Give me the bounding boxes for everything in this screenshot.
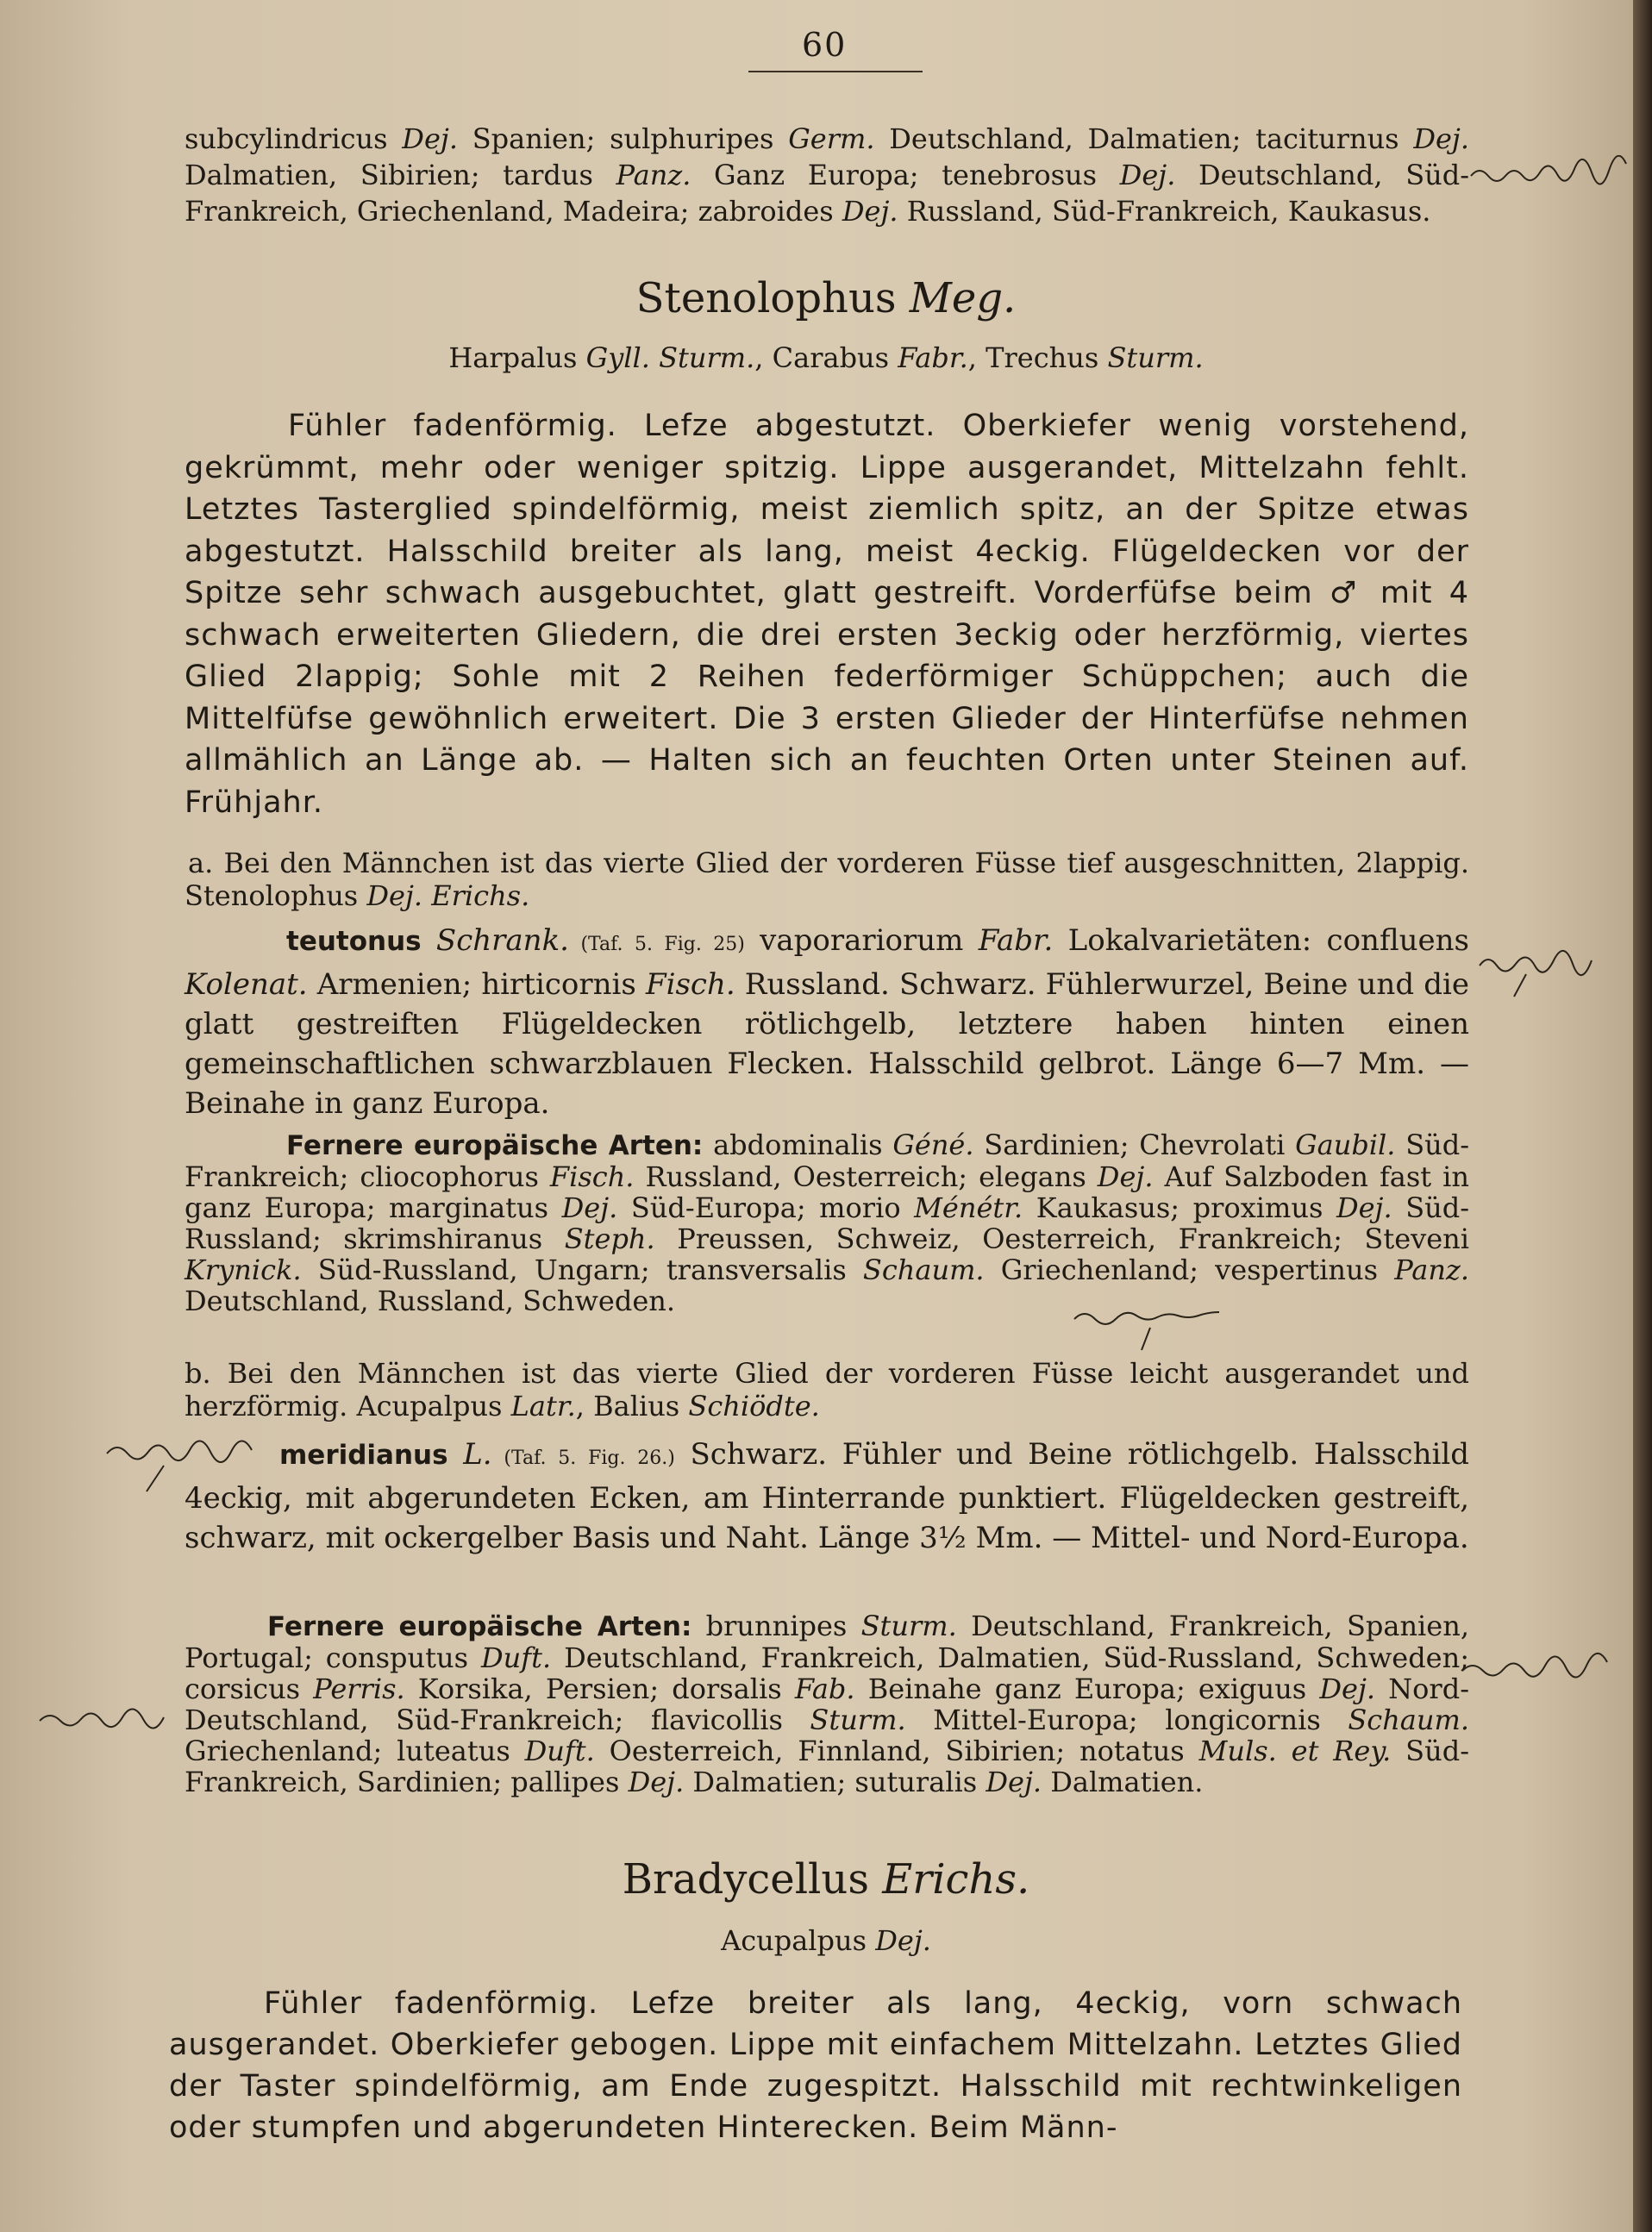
handwritten-annotation xyxy=(103,1431,276,1500)
genus-description-stenolophus: Fühler fadenförmig. Lefze abgestutzt. Oberkiefer wenig vorstehend, gekrümmt, mehr oder weniger spitzig. Lippe ausgerandet, Mittelzahn fehlt. Letztes Tasterglied spindelförmig, meist ziemlich spitz, an der Spitze etwas abgestutzt. Halsschild breiter als lang, meist 4eckig. Flügeldecken vor der Spitze sehr schwach ausgebuchtet, glatt gestreift. Vorderfüfse beim ♂ mit 4 schwach erweiterten Gliedern, die drei ersten 3eckig oder herzförmig, viertes Glied 2lappig; Sohle mit 2 Reihen federförmiger Schüppchen; auch die Mittelfüfse gewöhnlich erweitert. Die 3 ersten Glieder der Hinterfüfse nehmen allmählich an Länge ab. — Halten sich an feuchten Orten unter Steinen auf. Frühjahr. xyxy=(185,409,1469,820)
top-paragraph: subcylindricus Dej. Spanien; sulphuripes Germ. Deutschland, Dalmatien; taciturnus Dej. Dalmatien, Sibirien; tardus Panz. Ganz Europa; tenebrosus Dej. Deutschland, Süd-Frankreich, Griechenland, Madeira; zabroides Dej. Russland, Süd-Frankreich, Kaukasus. xyxy=(185,122,1470,228)
species-name: meridianus xyxy=(279,1440,448,1471)
handwritten-annotation xyxy=(1474,948,1621,1000)
genus-title-bradycellus: Bradycellus Erichs. xyxy=(622,1855,1030,1904)
handwritten-annotation xyxy=(1457,1647,1630,1698)
handwritten-annotation xyxy=(34,1698,190,1741)
section-b: b. Bei den Männchen ist das vierte Glied der vorderen Füsse leicht ausgerandet und herzförmig. Acupalpus Latr., Balius Schiödte. xyxy=(185,1357,1469,1422)
species-teutonus: teutonus Schrank. (Taf. 5. Fig. 25) vaporariorum Fabr. Lokalvarietäten: confluens Kolenat. Armenien; hirticornis Fisch. Russland. Schwarz. Fühlerwurzel, Beine und die glatt gestreiften Flügeldecken rötlichgelb, letztere haben hinten einen gemeinschaftlichen schwarzblauen Flecken. Halsschild gelbrot. Länge 6—7 Mm. — Beinahe in ganz Europa. xyxy=(185,923,1469,1121)
genus-description-bradycellus: Fühler fadenförmig. Lefze breiter als lang, 4eckig, vorn schwach ausgerandet. Oberkiefer gebogen. Lippe mit einfachem Mittelzahn. Letztes Glied der Taster spindelförmig, am Ende zugespitzt. Halsschild mit rechtwinkeligen oder stumpfen und abgerundeten Hinterecken. Beim Männ- xyxy=(169,1986,1462,2145)
handwritten-annotation xyxy=(1069,1302,1285,1354)
genus-synonyms-bradycellus: Acupalpus Dej. xyxy=(721,1924,931,1957)
genus-synonyms-stenolophus: Harpalus Gyll. Sturm., Carabus Fabr., Trechus Sturm. xyxy=(448,341,1204,374)
section-a: a. Bei den Männchen ist das vierte Glied der vorderen Füsse tief ausgeschnitten, 2lappig. Stenolophus Dej. Erichs. xyxy=(185,847,1469,912)
page-number: 60 xyxy=(802,26,848,64)
further-species-1: Fernere europäische Arten: abdominalis Géné. Sardinien; Chevrolati Gaubil. Süd-Frankreich; cliocophorus Fisch. Russland, Oesterreich; elegans Dej. Auf Salzboden fast in ganz Europa; marginatus Dej. Süd-Europa; morio Ménétr. Kaukasus; proximus Dej. Süd-Russland; skrimshiranus Steph. Preussen, Schweiz, Oesterreich, Frankreich; Steveni Krynick. Süd-Russland, Ungarn; transversalis Schaum. Griechenland; vespertinus Panz. Deutschland, Russland, Schweden. xyxy=(185,1129,1470,1317)
handwritten-annotation xyxy=(1466,155,1638,207)
further-species-2: Fernere europäische Arten: brunnipes Sturm. Deutschland, Frankreich, Spanien, Portugal; consputus Duft. Deutschland, Frankreich, Dalmatien, Süd-Russland, Schweden; corsicus Perris. Korsika, Persien; dorsalis Fab. Beinahe ganz Europa; exiguus Dej. Nord-Deutschland, Süd-Frankreich; flavicollis Sturm. Mittel-Europa; longicornis Schaum. Griechenland; luteatus Duft. Oesterreich, Finnland, Sibirien; notatus Muls. et Rey. Süd-Frankreich, Sardinien; pallipes Dej. Dalmatien; suturalis Dej. Dalmatien. xyxy=(185,1610,1470,1798)
header-rule xyxy=(748,71,923,72)
species-name: teutonus xyxy=(286,926,422,957)
genus-title-stenolophus: Stenolophus Meg. xyxy=(635,274,1017,322)
species-meridianus: meridianus L. (Taf. 5. Fig. 26.) Schwarz. Fühler und Beine rötlichgelb. Halsschild 4eckig, mit abgerundeten Ecken, am Hinterrande punktiert. Flügeldecken gestreift, schwarz, mit ockergelber Basis und Naht. Länge 3½ Mm. — Mittel- und Nord-Europa. xyxy=(185,1437,1469,1555)
